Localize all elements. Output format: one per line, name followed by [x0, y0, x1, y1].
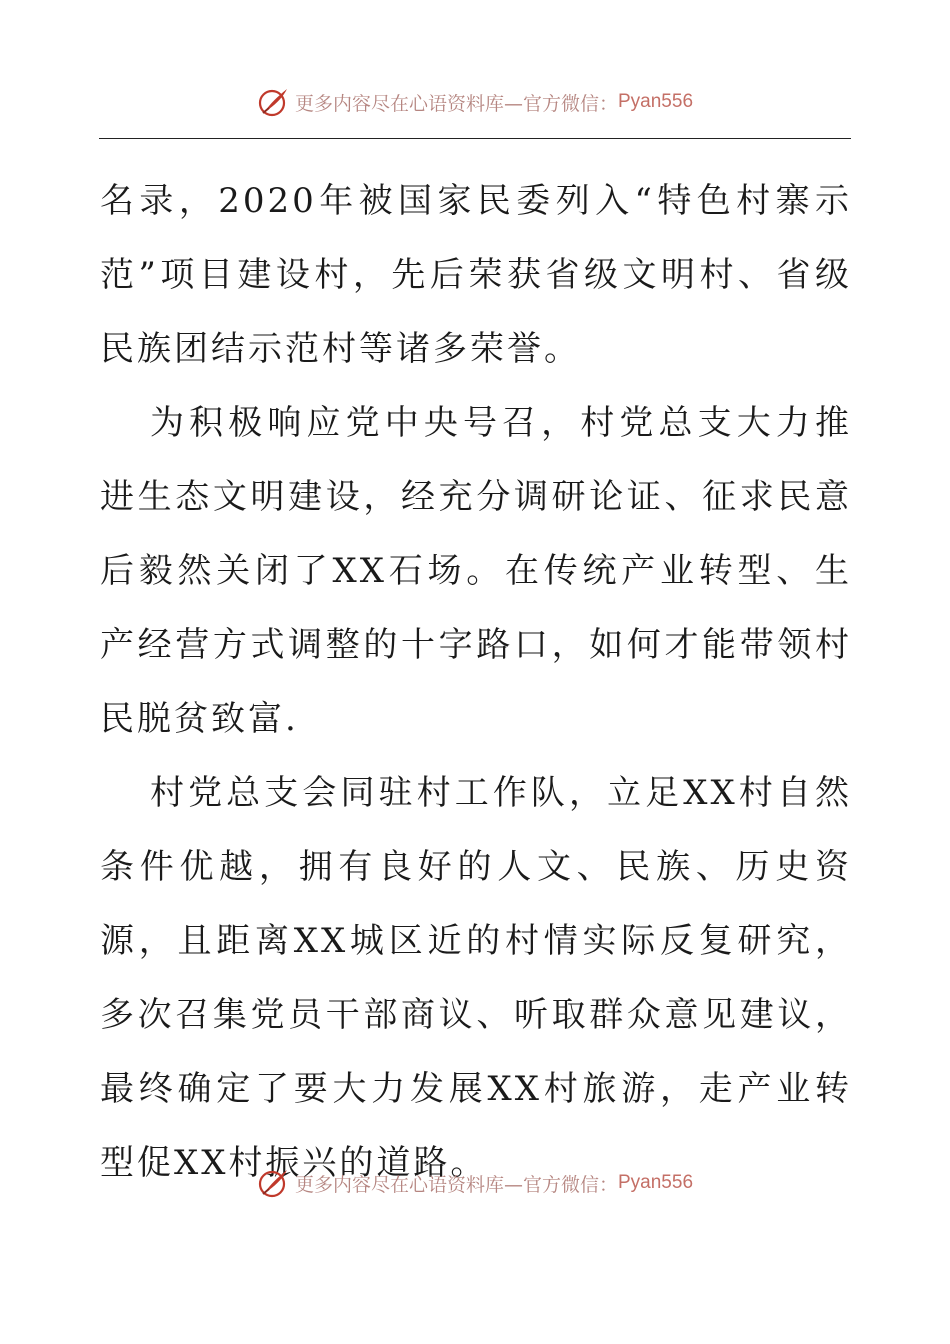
- header-divider: [99, 138, 851, 139]
- body-paragraph-2: 为积极响应党中央号召，村党总支大力推进生态文明建设，经充分调研论证、征求民意后毅然关闭了XX石场。在传统产业转型、生产经营方式调整的十字路口，如何才能带领村民脱贫致富.: [100, 403, 852, 739]
- quill-pen-logo-icon: [257, 85, 291, 119]
- header-watermark-id: Pyan556: [618, 91, 694, 112]
- body-paragraph-1: 名录，2020年被国家民委列入“特色村寨示范”项目建设村，先后荣获省级文明村、省级民族团结示范村等诸多荣誉。: [100, 181, 852, 369]
- quill-pen-logo-icon: [257, 1166, 291, 1200]
- page-footer-watermark: [0, 1163, 950, 1203]
- document-body: [100, 164, 852, 1200]
- body-paragraph-3: 村党总支会同驻村工作队，立足XX村自然条件优越，拥有良好的人文、民族、历史资源，且距离XX城区近的村情实际反复研究，多次召集党员干部商议、听取群众意见建议，最终确定了要大力发展XX村旅游，走产业转型促XX村振兴的道路。: [100, 773, 852, 1183]
- page-header-watermark: [0, 82, 950, 122]
- footer-watermark-text: 更多内容尽在心语资料库—官方微信：: [294, 1173, 618, 1196]
- header-watermark-text: 更多内容尽在心语资料库—官方微信：: [294, 92, 618, 115]
- footer-watermark-id: Pyan556: [618, 1172, 694, 1193]
